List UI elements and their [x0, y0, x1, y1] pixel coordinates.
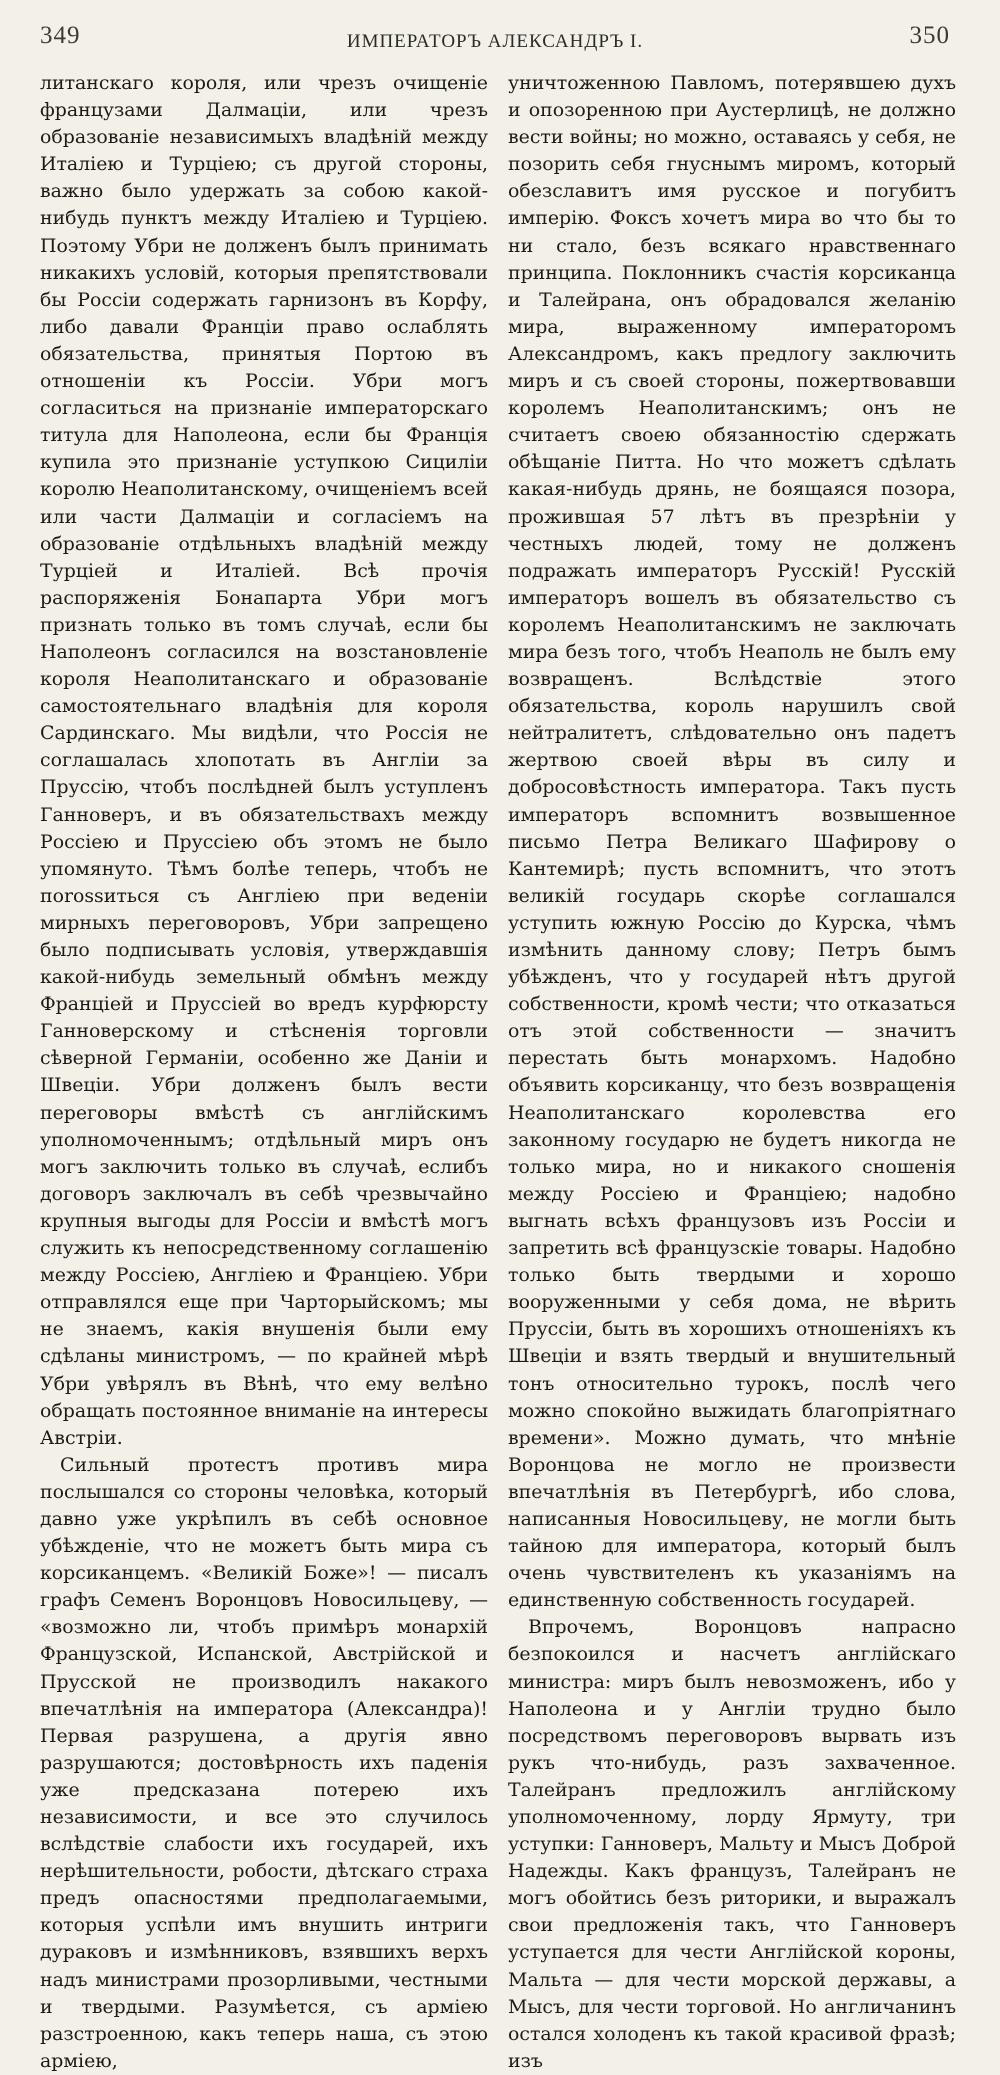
paragraph: Впрочемъ, Воронцовъ напрасно безпокоился и насчетъ англійскаго министра: миръ былъ невозможенъ, ибо у Наполеона и у Англіи трудно было посредствомъ переговоровъ вырвать изъ рукъ что-нибудь, разъ захваченное. Талейранъ предложилъ англійскому уполномоченному, лорду Ярмуту, три уступки: Ганноверъ, Мальту и Мысъ Доброй Надежды. Какъ французъ, Талейранъ не могъ обойтись безъ риторики, и выражалъ свои предложенія такъ, что Ганноверъ уступается для чести Англійской короны, Мальта — для чести морской державы, а Мысъ, для чести торговой. Но англичанинъ остался холоденъ къ такой красивой фразѣ; изъ — [508, 1616, 956, 2072]
paragraph: литанскаго короля, или чрезъ очищеніе французами Далмаціи, или чрезъ образованіе независимыхъ владѣній между Италіею и Турціею; съ другой стороны, важно было удержать за собою какой-нибудь пунктъ между Италіею и Турціею. Поэтому Убри не долженъ былъ принимать никакихъ условій, которыя препятствовали бы Россіи содержать гарнизонъ въ Корфу, либо давали Франціи право ослаблять обязательства, принятыя Портою въ отношеніи къ Россіи. Убри могъ согласиться на признаніе императорскаго титула для Наполеона, если бы Франція купила это признаніе уступкою Сициліи королю Неаполитанскому, очищеніемъ всей или части Далмаціи и согласіемъ на образованіе отдѣльныхъ владѣній между Турціей и Италіей. Всѣ прочія распоряженія Бонапарта Убри могъ признать только въ томъ случаѣ, если бы Наполеонъ согласился на возстановленіе короля Неаполитанскаго и образованіе самостоятельнаго владѣнія для короля Сардинскаго. Мы видѣли, что Россія не соглашалась хлопотать въ Англіи за Пруссію, чтобъ послѣдней былъ уступленъ Ганноверъ, и въ обязательствахъ между Россіею и Пруссіею объ этомъ не было упомянуто. Тѣмъ болѣе теперь, чтобъ не поrossиться съ Англіею при веденіи мирныхъ переговоровъ, Убри запрещено было подписывать условія, утверждавшія какой-нибудь земельный обмѣнъ между Франціей и Пруссіей во вредъ курфюрсту Ганноверскому и стѣсненія торговли сѣверной Германіи, особенно же Даніи и Швеціи. Убри долженъ былъ вести переговоры вмѣстѣ съ англійскимъ уполномоченнымъ; отдѣльный миръ онъ могъ заключить только въ случаѣ, еслибъ договоръ заключалъ въ себѣ чрезвычайно крупныя выгоды для Россіи и вмѣстѣ могъ служить къ непосредственному соглашенію между Россіею, Англіею и Франціею. Убри отправлялся еще при Чарторыйскомъ; мы не знаемъ, какія внушенія были ему сдѣланы министромъ, — по крайней мѣрѣ Убри увѣрялъ въ Вѣнѣ, что ему велѣно обращать постоянное вниманіе на интересы Австріи. — [40, 72, 488, 1449]
page-number-left: 349 — [40, 22, 81, 49]
paragraph: Сильный протестъ противъ мира послышался со стороны человѣка, который давно уже укрѣпилъ въ себѣ основное убѣжденіе, что не можетъ быть мира съ корсиканцемъ. «Великій Боже»! — писалъ графъ Семенъ Воронцовъ Новосильцеву, — «возможно ли, чтобъ примѣръ монархій Французской, Испанской, Австрійской и Прусской не производилъ накакого впечатлѣнія на императора (Александра)! Первая разрушена, а другія явно разрушаются; достовѣрность ихъ паденія уже предсказана потерею ихъ независимости, и все это случилось вслѣдствіе слабости ихъ государей, ихъ нерѣшительности, робости, дѣтскаго страха предъ опасностями предполагаемыми, которыя успѣли имъ внушить интриги дураковъ и измѣнниковъ, взявшихъ верхъ надъ министрами прозорливыми, честными и твердыми. Разумѣется, съ арміею разстроенною, какъ теперь наша, съ этою арміею, — [40, 1453, 488, 2072]
page-header — [40, 22, 950, 62]
right-column — [508, 70, 956, 2072]
page-number-right: 350 — [909, 22, 950, 49]
running-title: ИМПЕРАТОРЪ АЛЕКСАНДРЪ I. — [346, 31, 644, 52]
paragraph: уничтоженною Павломъ, потерявшею духъ и опозоренною при Аустерлицѣ, не должно вести войны; но можно, оставаясь у себя, не позорить себя гнуснымъ миромъ, который обезславитъ имя русское и погубитъ имперію. Фоксъ хочетъ мира во что бы то ни стало, безъ всякаго нравственнаго принципа. Поклонникъ счастія корсиканца и Талейрана, онъ обрадовался желанію мира, выраженному императоромъ Александромъ, какъ предлогу заключить миръ и съ своей стороны, пожертвовавши королемъ Неаполитанскимъ; онъ не считаетъ своею обязанностію сдержать обѣщаніе Питта. Но что можетъ сдѣлать какая-нибудь дрянь, не боящаяся позора, прожившая 57 лѣтъ въ презрѣніи у честныхъ людей, тому не долженъ подражать императоръ Русскій! Русскій императоръ вошелъ въ обязательство съ королемъ Неаполитанскимъ не заключать мира безъ того, чтобъ Неаполь не былъ ему возвращенъ. Вслѣдствіе этого обязательства, король нарушилъ свой нейтралитетъ, слѣдовательно онъ падетъ жертвою своей вѣры въ силу и добросовѣстность императора. Такъ пусть императоръ вспомнитъ возвышенное письмо Петра Великаго Шафирову о Кантемирѣ; пусть вспомнитъ, что этотъ великій государь скорѣе соглашался уступить южную Россію до Курска, чѣмъ измѣнить данному слову; Петръ бымъ убѣжденъ, что у государей нѣтъ другой собственности, кромѣ чести; что отказаться отъ этой собственности — значитъ перестать быть монархомъ. Надобно объявить корсиканцу, что безъ возвращенія Неаполитанскаго королевства его законному государю не будетъ никогда не только мира, но и никакого сношенія между Россіею и Франціею; надобно выгнать всѣхъ французовъ изъ Россіи и запретить всѣ французскіе товары. Надобно только быть твердыми и хорошо вооруженными у себя дома, не вѣрить Пруссіи, быть въ хорошихъ отношеніяхъ къ Швеціи и взять твердый и внушительный тонъ относительно турокъ, послѣ чего можно спокойно выжидать благопріятнаго времени». Можно думать, что мнѣніе Воронцова не могло не произвести впечатлѣнія въ Петербургѣ, ибо слова, написанныя Новосильцеву, не могли быть тайною для императора, который былъ очень чувствителенъ къ указаніямъ на единственную собственность государей. — [508, 72, 956, 1612]
left-column — [40, 70, 488, 2072]
